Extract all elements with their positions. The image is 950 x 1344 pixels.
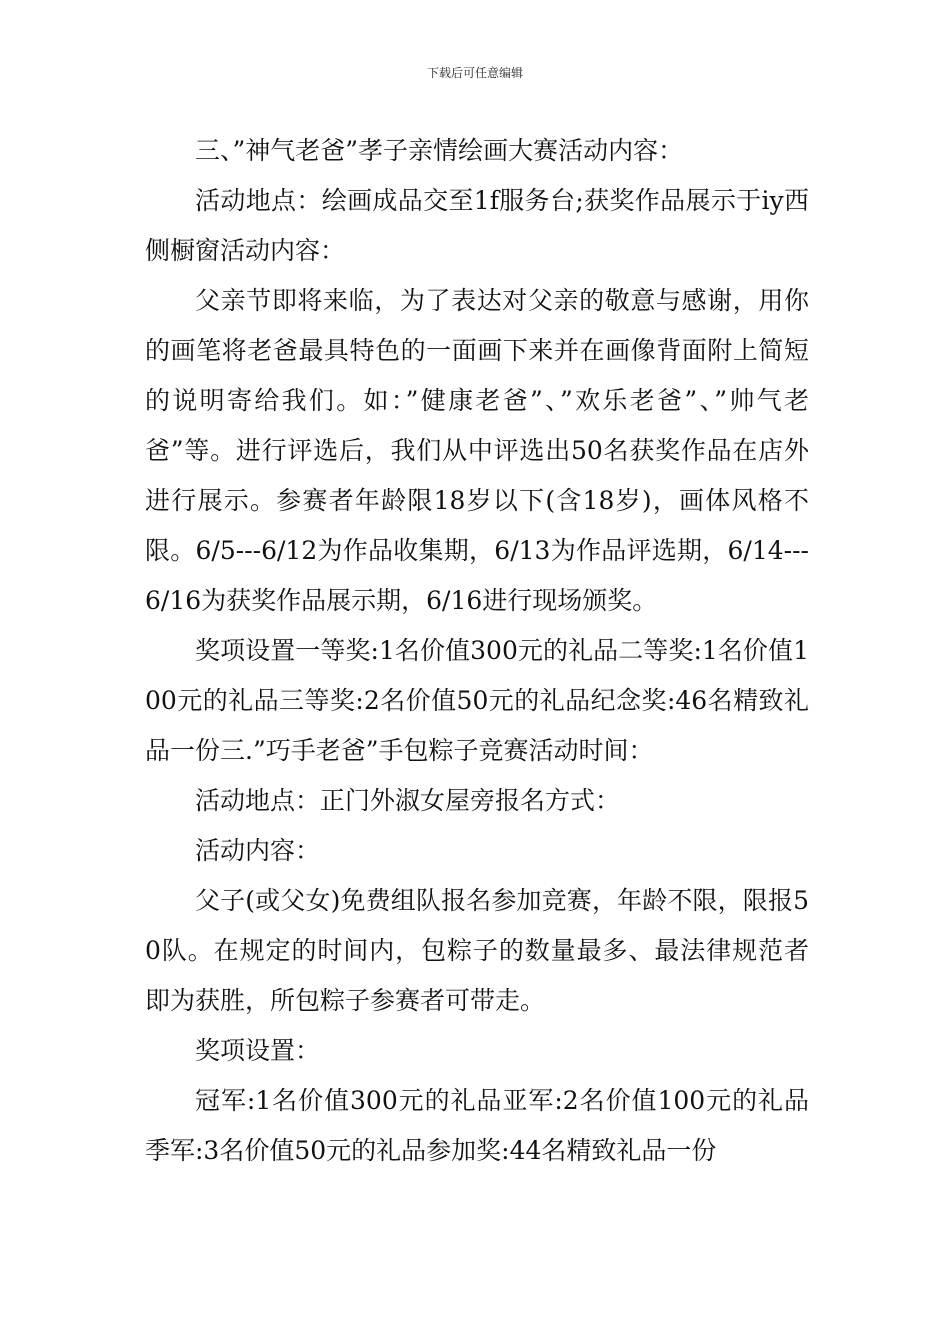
page-header: 下载后可任意编辑	[426, 66, 523, 80]
paragraph-location: 活动地点：绘画成品交至1f服务台;获奖作品展示于iy西侧橱窗活动内容：	[145, 186, 809, 265]
section-heading: 三、”神气老爸”孝子亲情绘画大赛活动内容：	[195, 136, 684, 165]
paragraph-awards-label: 奖项设置：	[195, 1036, 321, 1065]
paragraph-awards: 奖项设置一等奖:1名价值300元的礼品二等奖:1名价值100元的礼品三等奖:2名价值50元的礼品纪念奖:46名精致礼品一份三.”巧手老爸”手包粽子竞赛活动时间：	[145, 636, 809, 765]
paragraph-awards-2: 冠军:1名价值300元的礼品亚军:2名价值100元的礼品季军:3名价值50元的礼品参加奖:44名精致礼品一份	[145, 1086, 809, 1165]
paragraph-content: 父子(或父女)免费组队报名参加竞赛，年龄不限，限报50队。在规定的时间内，包粽子的数量最多、最法律规范者即为获胜，所包粽子参赛者可带走。	[145, 886, 809, 1015]
document-body	[145, 126, 809, 1176]
paragraph-content-label: 活动内容：	[195, 836, 321, 865]
paragraph-description: 父亲节即将来临，为了表达对父亲的敬意与感谢，用你的画笔将老爸最具特色的一面画下来并在画像背面附上简短的说明寄给我们。如：”健康老爸”、”欢乐老爸”、”帅气老爸”等。进行评选后，我们从中评选出50名获奖作品在店外进行展示。参赛者年龄限18岁以下(含18岁)，画体风格不限。6/5---6/12为作品收集期，6/13为作品评选期，6/14---6/16为获奖作品展示期，6/16进行现场颁奖。	[145, 286, 809, 615]
paragraph-location-2: 活动地点：正门外淑女屋旁报名方式：	[195, 786, 621, 815]
